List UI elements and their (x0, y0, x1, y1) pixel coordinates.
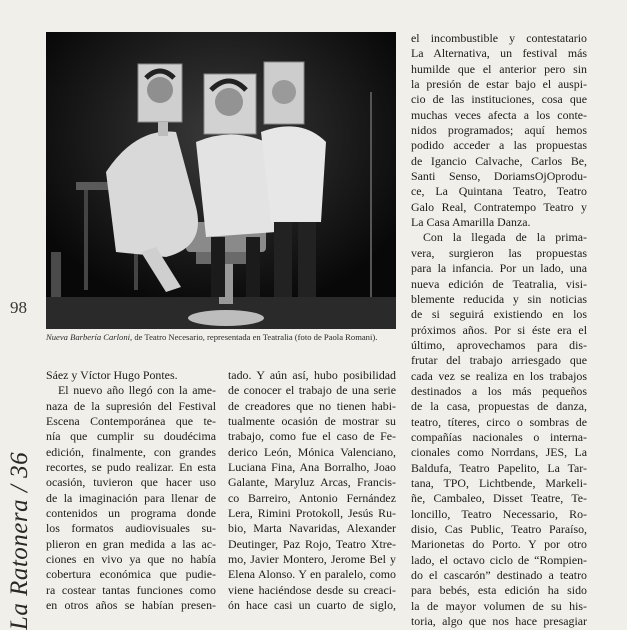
text-line: Baldufa, Teatro Papelito, La Tar- (411, 460, 587, 475)
text-line: Santi Senso, DoriamsOjOprodu- (411, 169, 587, 184)
text-line: cionales como Norrdans, JES, La (411, 445, 587, 460)
text-line: cada vez se realiza en los trabajos (411, 368, 587, 383)
text-line: El nuevo año llegó con la ame- (58, 383, 216, 398)
text-line: tualmente ocasión de mostrar su (228, 414, 396, 429)
text-line: ón hace casi un cuarto de siglo, (228, 598, 396, 613)
text-line: co Barreiro, Antonio Fernández (228, 490, 396, 505)
text-column-3 (411, 31, 587, 629)
text-line: nía que cumplir su doudécima (46, 429, 216, 444)
text-line: cio de las instituciones, cosa que (411, 92, 587, 107)
text-line: nueva edición de Teatralia, visi- (411, 276, 587, 291)
text-line: la presión de estar bajo el auspi- (411, 77, 587, 92)
text-line: para la infancia. Por un lado, una (411, 261, 587, 276)
text-line: para bebés, esta edición ha sido (411, 583, 587, 598)
text-line: de creadores que no tienen habi- (228, 398, 396, 413)
text-line: muchas veces afecta a los conte- (411, 107, 587, 122)
text-line: Galante, Maryluz Arcas, Francis- (228, 475, 396, 490)
text-line: recortes, se pudo realizar. En esta (46, 460, 216, 475)
text-line: tado. Y aún así, hubo posibilidad (228, 368, 396, 382)
text-line: de si seguirá existiendo en los (411, 307, 587, 322)
text-line: nidos programados; aquí hemos (411, 123, 587, 138)
caption-text: , de Teatro Necesario, representada en Teatralia (foto de Paola Romani). (130, 332, 378, 342)
text-line: disio, Cas Public, Teatro Paraíso, (411, 522, 587, 536)
text-line: do el cascarón” destinado a teatro (411, 568, 587, 583)
text-line: trabajo, como fue el caso de Fe- (228, 429, 396, 444)
text-line: tana, TPO, Lichtbende, Markeli- (411, 475, 587, 490)
page-number: 98 (10, 298, 27, 317)
text-line: destinados a los más pequeños (411, 383, 587, 398)
text-line: ce, La Quintana Teatro, Teatro (411, 184, 587, 199)
text-line: próximos años. Por si éste era el (411, 322, 587, 337)
running-title (2, 451, 38, 630)
text-line: el incombustible y contestatario (411, 31, 587, 45)
text-line: contenidos un programa donde (46, 506, 216, 521)
text-line: derico León, Mónica Valenciano, (228, 444, 396, 459)
text-line: Deutinger, Paz Rojo, Teatro Xtre- (228, 536, 396, 551)
caption-title: Nueva Barbería Carloni (46, 332, 131, 342)
text-line: ñe, Cambaleo, Disset Teatre, Te- (411, 491, 587, 506)
text-column-1 (46, 368, 216, 614)
text-line: teatro, títeres, circo o sombras de (411, 414, 587, 429)
text-line: viene haciéndose desde su creaci- (228, 582, 396, 597)
text-line: los formatos audiovisuales su- (46, 521, 216, 536)
text-line: humilde que el anterior pero sin (411, 61, 587, 76)
text-line: Galo Real, Contratempo Teatro y (411, 199, 587, 214)
text-line: de Igancio Calvache, Carlos Be, (411, 153, 587, 168)
text-column-2 (228, 368, 396, 614)
text-line: en otros años se habían presen- (46, 598, 216, 613)
text-line: edición, finalmente, con grandes (46, 444, 216, 459)
text-line: lado, el octavo ciclo de “Rompien- (411, 552, 587, 567)
text-line: ra costear tantas funciones como (46, 582, 216, 597)
text-line: naza de la supresión del Festival (46, 398, 216, 413)
text-line: la de mayor volumen de su his- (411, 598, 587, 613)
text-line: compañías nacionales o interna- (411, 429, 587, 444)
text-line: toria, algo que nos hace presagiar (411, 614, 587, 629)
text-line: frutar del trabajo arriesgado que (411, 353, 587, 368)
text-line: Con la llegada de la prima- (423, 230, 587, 245)
text-line: Elena Alonso. Y en paralelo, como (228, 567, 396, 582)
text-line: de la imaginación para llenar de (46, 490, 216, 505)
text-line: plieron en gran medida a las ac- (46, 536, 216, 551)
text-line: Marionetas do Porto. Y por otro (411, 537, 587, 552)
text-line: vera, surgieron las propuestas (411, 245, 587, 260)
text-line: mo, Javier Montero, Jerome Bel y (228, 552, 396, 567)
text-line: blemente reducida y sin noticias (411, 291, 587, 306)
theatre-photo (46, 32, 396, 329)
text-line: Escena Contemporánea que te- (46, 414, 216, 429)
text-line: de la casa, propuestas de danza, (411, 399, 587, 414)
running-title-text: La Ratonera / 36 (6, 451, 33, 630)
text-line: bio, Marta Navaridas, Alexander (228, 521, 396, 536)
text-line: Luciana Fina, Ana Borralho, Joao (228, 460, 396, 475)
text-line: podido acceder a las propuestas (411, 138, 587, 153)
text-line: ocasión, tuvieron que hacer uso (46, 475, 216, 490)
text-line: Lera, Rimini Protokoll, Jesús Ru- (228, 506, 396, 521)
text-line: La Casa Amarilla Danza. (411, 215, 531, 230)
text-line: de conocer el trabajo de una serie (228, 383, 396, 398)
text-line: último, aprovechamos para dis- (411, 337, 587, 352)
text-line: cobertura económica que pudie- (46, 567, 216, 582)
theatre-photo-illustration (46, 32, 396, 329)
photo-caption (46, 332, 402, 343)
text-line: Sáez y Víctor Hugo Pontes. (46, 368, 178, 382)
text-line: ciones en vivo ya que no había (46, 552, 216, 567)
text-line: La Alternativa, un festival más (411, 46, 587, 61)
text-line: loncillo, Teatro Necessario, Ro- (411, 506, 587, 521)
